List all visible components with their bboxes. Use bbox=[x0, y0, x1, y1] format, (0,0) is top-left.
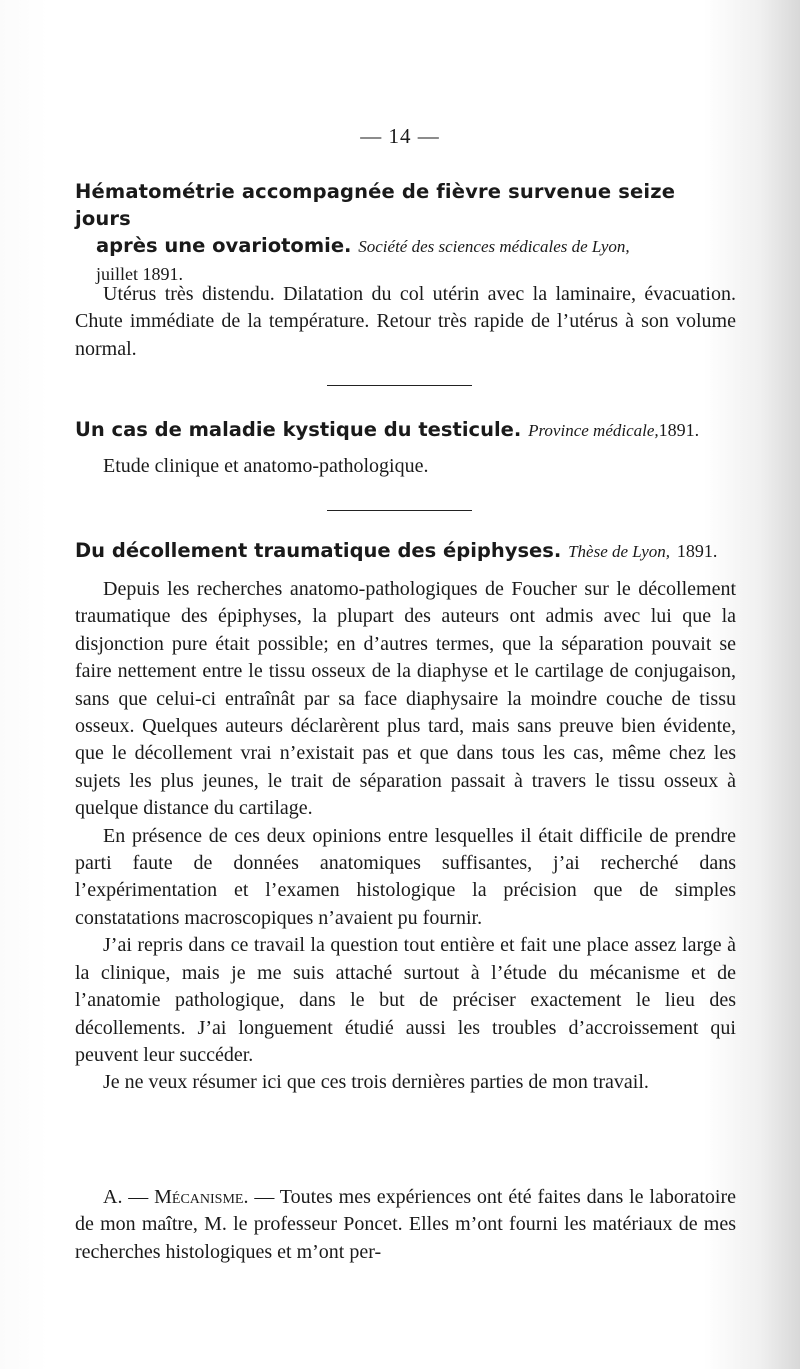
entry-title-bold: Un cas de maladie kystique du testicule. bbox=[75, 418, 522, 441]
entry-source: Province médicale, bbox=[528, 421, 659, 440]
entry-summary: Utérus très distendu. Dilatation du col utérin avec la laminaire, évacuation. Chute immédiate de la température. Retour très rapide de l’utérus à son volume normal. bbox=[75, 283, 736, 360]
section-paragraph bbox=[75, 1184, 736, 1266]
page-number: — 14 — bbox=[360, 124, 440, 148]
bibliography-entry bbox=[75, 178, 736, 288]
entry-title-bold: après une ovariotomie. bbox=[96, 234, 352, 257]
paragraph: En présence de ces deux opinions entre lesquelles il était difficile de prendre parti faute de données anatomiques suffisantes, j’ai recherché dans l’expérimentation et l’examen histologique la précision que de simples constatations macroscopiques n’avaient pu fournir. bbox=[75, 824, 736, 929]
separator-rule bbox=[327, 510, 472, 511]
bibliography-entry bbox=[75, 537, 736, 565]
entry-title-continuation bbox=[75, 232, 736, 260]
entry-summary: Etude clinique et anatomo-pathologique. bbox=[103, 455, 429, 477]
paragraph: J’ai repris dans ce travail la question tout entière et fait une place assez large à la clinique, mais je me suis attaché surtout à l’étude du mécanisme et de l’anatomie pathologique, dans le but de préciser exactement le lieu des décollements. J’ai longuement étudié aussi les troubles d’accroissement qui peuvent leur succéder. bbox=[75, 934, 736, 1066]
entry-source: Thèse de Lyon, bbox=[568, 542, 671, 561]
entry-date-text: juillet 1891. bbox=[96, 264, 183, 284]
separator-rule bbox=[327, 385, 472, 386]
paragraph: Je ne veux résumer ici que ces trois dernières parties de mon travail. bbox=[103, 1071, 649, 1094]
section bbox=[75, 1184, 736, 1266]
section-label: A. — Mécanisme. bbox=[103, 1186, 249, 1208]
bibliography-entry bbox=[75, 416, 736, 444]
entry-title bbox=[75, 537, 736, 565]
paragraph: Depuis les recherches anatomo-pathologiques de Foucher sur le décollement traumatique des épiphyses, la plupart des auteurs ont admis avec lui que la disjonction pure était possible; en d’autres termes, que la séparation pouvait se faire nettement entre le tissu osseux de la diaphyse et le cartilage de conjugaison, sans que celui-ci entraînât par sa face diaphysaire la moindre couche de tissu osseux. Quelques auteurs déclarèrent plus tard, mais sans preuve bien évidente, que le décollement vrai n’existait pas et que dans tous les cas, même chez les sujets les plus jeunes, le trait de séparation passait à travers le tissu osseux à quelque distance du cartilage. bbox=[75, 578, 736, 820]
entry-title: Hématométrie accompagnée de fièvre survenue seize jours bbox=[75, 180, 676, 230]
entry-body bbox=[75, 281, 736, 363]
entry-body bbox=[75, 453, 736, 480]
entry-year: 1891. bbox=[676, 541, 718, 561]
section-text: — Toutes mes expériences ont été faites dans le laboratoire de mon maître, M. le professeur Poncet. Elles m’ont fourni les matériaux de mes recherches histologiques et m’ont per- bbox=[75, 1186, 737, 1263]
entry-body bbox=[75, 576, 736, 1097]
entry-title-bold: Du décollement traumatique des épiphyses. bbox=[75, 539, 562, 562]
entry-title bbox=[75, 416, 736, 444]
entry-source: Société des sciences médicales de Lyon, bbox=[358, 237, 630, 256]
entry-year: 1891. bbox=[658, 420, 700, 440]
